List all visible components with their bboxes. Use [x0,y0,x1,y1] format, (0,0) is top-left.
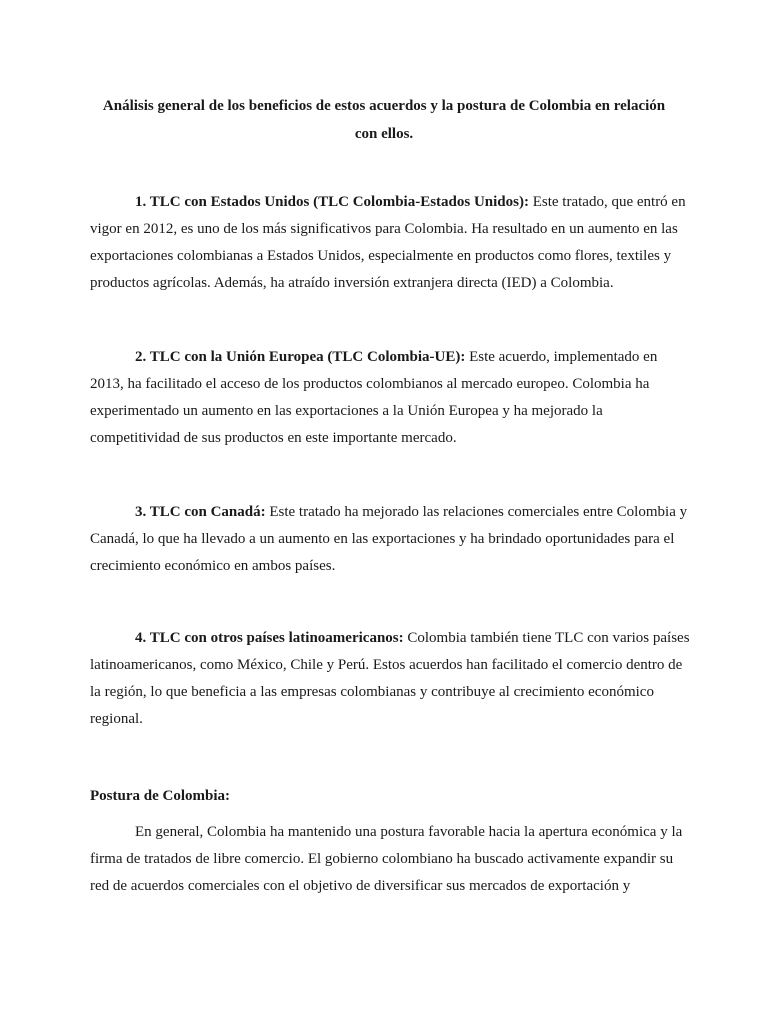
section-text: Este tratado ha mejorado las relaciones comerciales entre Colombia y Canadá, lo que ha llevado a un aumento en las exportaciones y ha brindado oportunidades para el crecimiento económico en ambos países. [90,504,688,574]
section-tlc-union-europea [90,344,690,452]
postura-heading: Postura de Colombia: [90,788,230,804]
section-text: Este acuerdo, implementado en 2013, ha facilitado el acceso de los productos colombianos al mercado europeo. Colombia ha experimentado un aumento en las exportaciones a la Unión Europea y ha mejorado la competitividad de sus productos en este importante mercado. [90,349,658,446]
section-heading: 2. TLC con la Unión Europea (TLC Colombia-UE): [135,349,466,365]
section-text: Este tratado, que entró en vigor en 2012, es uno de los más significativos para Colombia. Ha resultado en un aumento en las exportaciones colombianas a Estados Unidos, especialmente en productos como flores, textiles y productos agrícolas. Además, ha atraído inversión extranjera directa (IED) a Colombia. [90,194,686,291]
section-tlc-estados-unidos [90,189,690,297]
section-text: Colombia también tiene TLC con varios países latinoamericanos, como México, Chile y Perú. Estos acuerdos han facilitado el comercio dentro de la región, lo que beneficia a las empresas colombianas y contribuye al crecimiento económico regional. [90,630,690,727]
section-tlc-latinoamericanos [90,625,690,733]
section-heading: 3. TLC con Canadá: [135,504,266,520]
section-tlc-canada [90,499,690,580]
section-heading: 4. TLC con otros países latinoamericanos: [135,630,404,646]
section-heading: 1. TLC con Estados Unidos (TLC Colombia-Estados Unidos): [135,194,529,210]
document-title: Análisis general de los beneficios de estos acuerdos y la postura de Colombia en relación con ellos. [102,98,666,142]
postura-text: En general, Colombia ha mantenido una postura favorable hacia la apertura económica y la firma de tratados de libre comercio. El gobierno colombiano ha buscado activamente expandir su red de acuerdos comerciales con el objetivo de diversificar sus mercados de exportación y [90,824,683,894]
